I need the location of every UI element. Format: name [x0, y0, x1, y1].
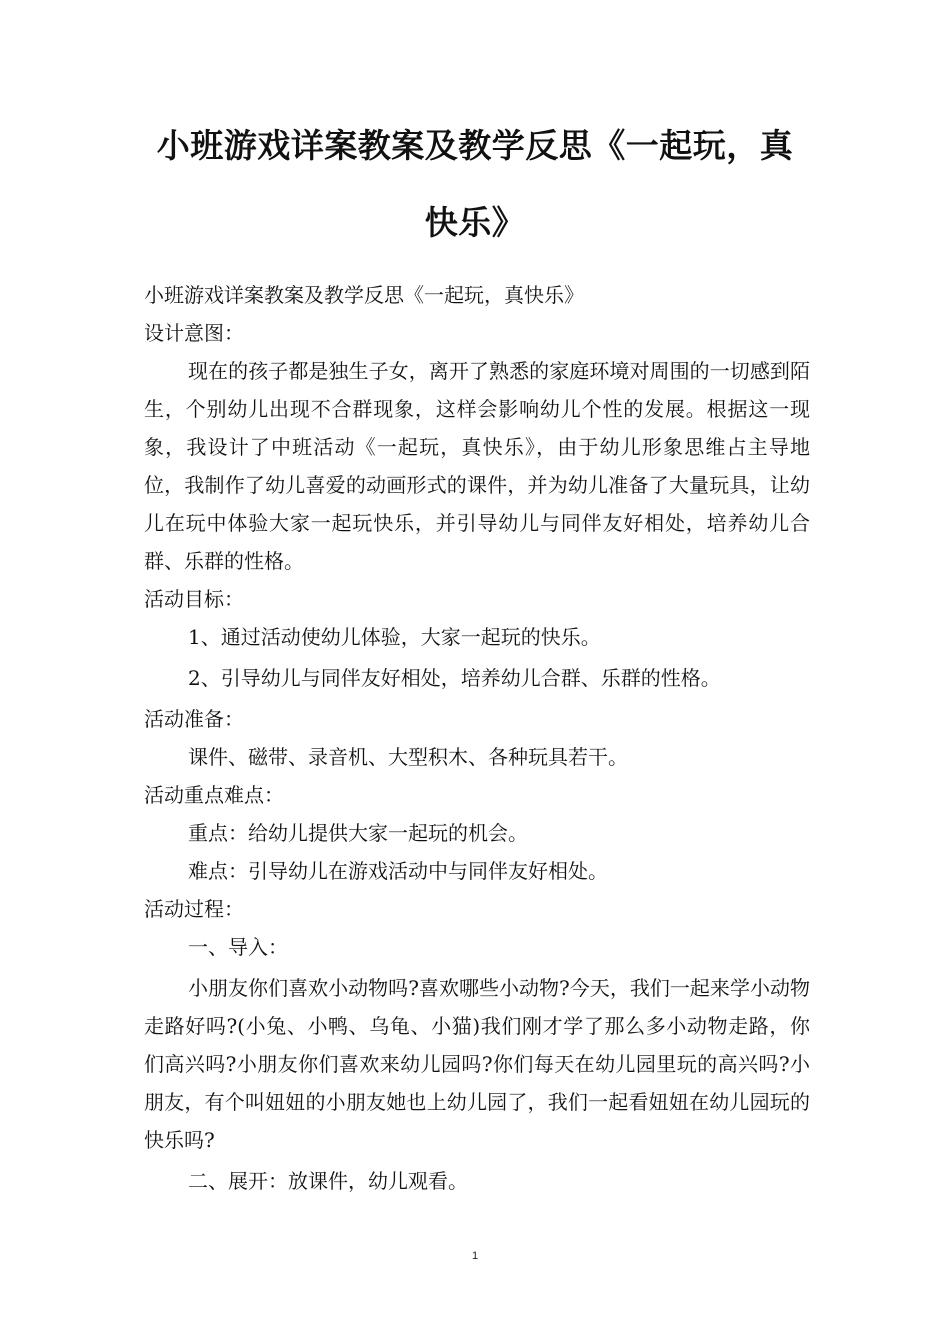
step-1-heading: 一、导入：: [188, 935, 288, 959]
design-heading: 设计意图：: [144, 321, 244, 345]
step-1-paragraph: 小朋友你们喜欢小动物吗?喜欢哪些小动物?今天，我们一起来学小动物走路好吗?(小兔、小鸭、乌龟、小猫)我们刚才学了那么多小动物走路，你们高兴吗?小朋友你们喜欢来幼儿园吗?你们每天在幼儿园里玩的高兴吗?小朋友，有个叫妞妞的小朋友她也上幼儿园了，我们一起看妞妞在幼儿园玩的快乐吗?: [144, 976, 810, 1152]
goals-heading: 活动目标：: [144, 587, 244, 611]
difficult-point: 难点：引导幼儿在游戏活动中与同伴友好相处。: [188, 859, 608, 883]
document-subtitle: 小班游戏详案教案及教学反思《一起玩，真快乐》: [144, 283, 584, 307]
document-title-line-1: 小班游戏详案教案及教学反思《一起玩，真: [156, 126, 794, 165]
design-paragraph: 现在的孩子都是独生子女，离开了熟悉的家庭环境对周围的一切感到陌生，个别幼儿出现不合群现象，这样会影响幼儿个性的发展。根据这一现象，我设计了中班活动《一起玩，真快乐》，由于幼儿形象思维占主导地位，我制作了幼儿喜爱的动画形式的课件，并为幼儿准备了大量玩具，让幼儿在玩中体验大家一起玩快乐，并引导幼儿与同伴友好相处，培养幼儿合群、乐群的性格。: [144, 359, 810, 573]
goal-item-1: 1、通过活动使幼儿体验，大家一起玩的快乐。: [188, 625, 601, 649]
page-number: 1: [471, 1250, 479, 1262]
key-heading: 活动重点难点：: [144, 783, 284, 807]
key-point: 重点：给幼儿提供大家一起玩的机会。: [188, 821, 528, 845]
process-heading: 活动过程：: [144, 897, 244, 921]
prep-heading: 活动准备：: [144, 707, 244, 731]
prep-paragraph: 课件、磁带、录音机、大型积木、各种玩具若干。: [188, 745, 628, 769]
goal-item-2: 2、引导幼儿与同伴友好相处，培养幼儿合群、乐群的性格。: [188, 666, 721, 690]
document-title-line-2: 快乐》: [424, 203, 526, 242]
step-2-heading: 二、展开：放课件，幼儿观看。: [188, 1169, 468, 1193]
document-body: [144, 276, 810, 1200]
